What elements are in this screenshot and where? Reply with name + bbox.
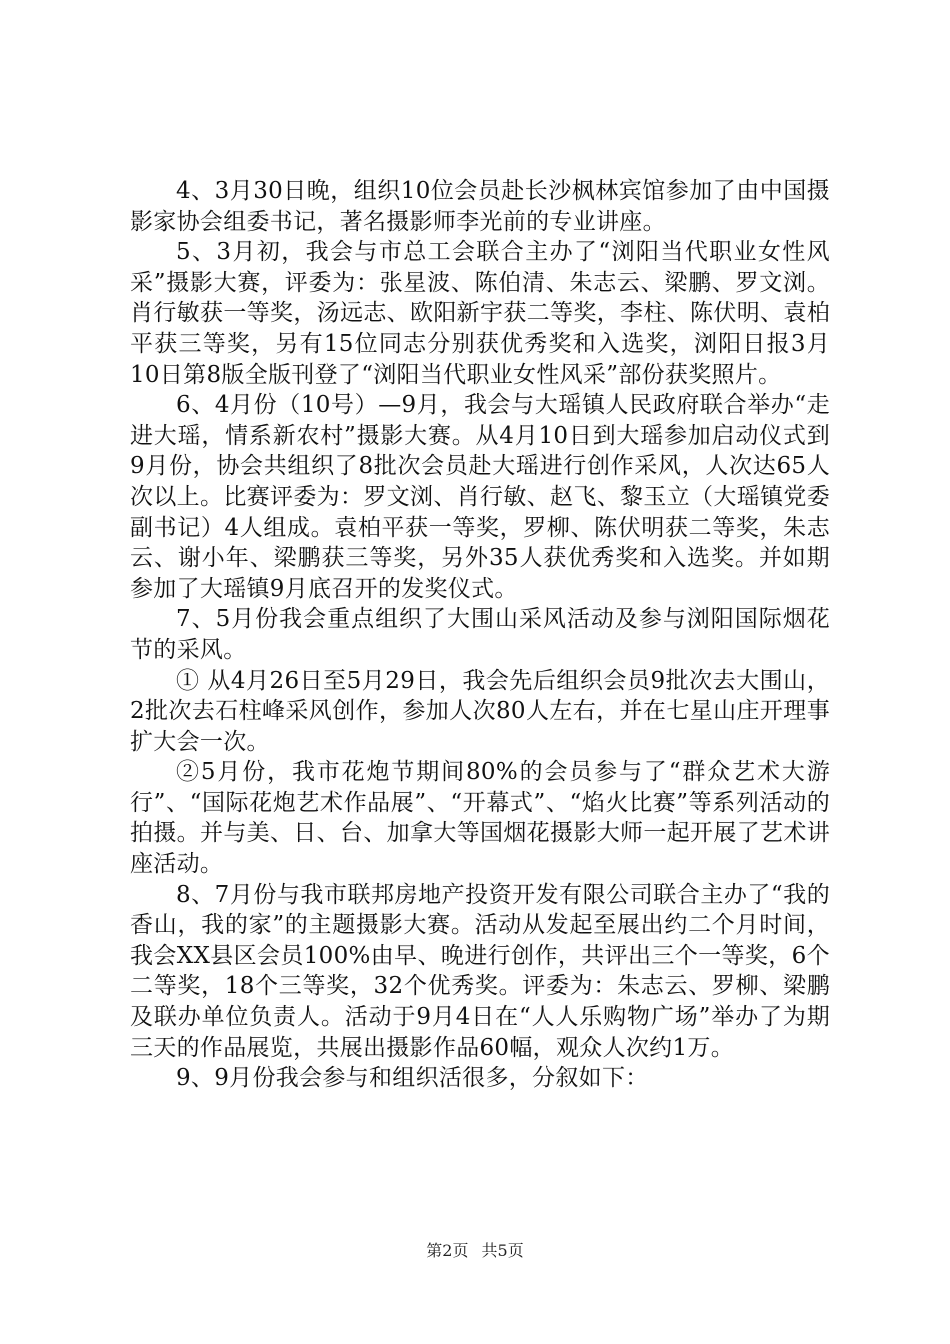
paragraph-item-5: 5、3月初，我会与市总工会联合主办了“浏阳当代职业女性风采”摄影大赛，评委为：张星波、陈伯清、朱志云、梁鹏、罗文浏。肖行敏获一等奖，汤远志、欧阳新宇获二等奖，李柱、陈伏明、袁柏平获三等奖，另有15位同志分别获优秀奖和入选奖，浏阳日报3月10日第8版全版刊登了“浏阳当代职业女性风采”部份获奖照片。 [130,239,830,388]
paragraph-item-7: 7、5月份我会重点组织了大围山采风活动及参与浏阳国际烟花节的采风。 [130,606,830,663]
paragraph-item-8: 8、7月份与我市联邦房地产投资开发有限公司联合主办了“我的香山，我的家”的主题摄影大赛。活动从发起至展出约二个月时间，我会XX县区会员100%由早、晚进行创作，共评出三个一等奖，6个二等奖，18个三等奖，32个优秀奖。评委为：朱志云、罗柳、梁鹏及联办单位负责人。活动于9月4日在“人人乐购物广场”举办了为期三天的作品展览，共展出摄影作品60幅，观众人次约1万。 [130,881,830,1061]
paragraph-item-7-sub-1: ① 从4月26日至5月29日，我会先后组织会员9批次去大围山，2批次去石柱峰采风创作，参加人次80人左右，并在七星山庄开理事扩大会一次。 [130,667,830,755]
document-body [130,176,830,1094]
paragraph-item-7-sub-2: ②5月份，我市花炮节期间80%的会员参与了“群众艺术大游行”、“国际花炮艺术作品展”、“开幕式”、“焰火比赛”等系列活动的拍摄。并与美、日、台、加拿大等国烟花摄影大师一起开展了艺术讲座活动。 [130,759,830,878]
page-number-current: 第2页 [426,1241,469,1260]
page-footer [0,1241,950,1261]
paragraph-item-6: 6、4月份（10号）—9月，我会与大瑶镇人民政府联合举办“走进大瑶，情系新农村”摄影大赛。从4月10日到大瑶参加启动仪式到9月份，协会共组织了8批次会员赴大瑶进行创作采风，人次达65人次以上。比赛评委为：罗文浏、肖行敏、赵飞、黎玉立（大瑶镇党委副书记）4人组成。袁柏平获一等奖，罗柳、陈伏明获二等奖，朱志云、谢小年、梁鹏获三等奖，另外35人获优秀奖和入选奖。并如期参加了大瑶镇9月底召开的发奖仪式。 [130,392,830,602]
paragraph-item-4: 4、3月30日晚，组织10位会员赴长沙枫林宾馆参加了由中国摄影家协会组委书记，著名摄影师李光前的专业讲座。 [130,178,830,235]
page-number-total: 共5页 [481,1241,524,1260]
paragraph-item-9: 9、9月份我会参与和组织活很多，分叙如下： [176,1065,649,1092]
